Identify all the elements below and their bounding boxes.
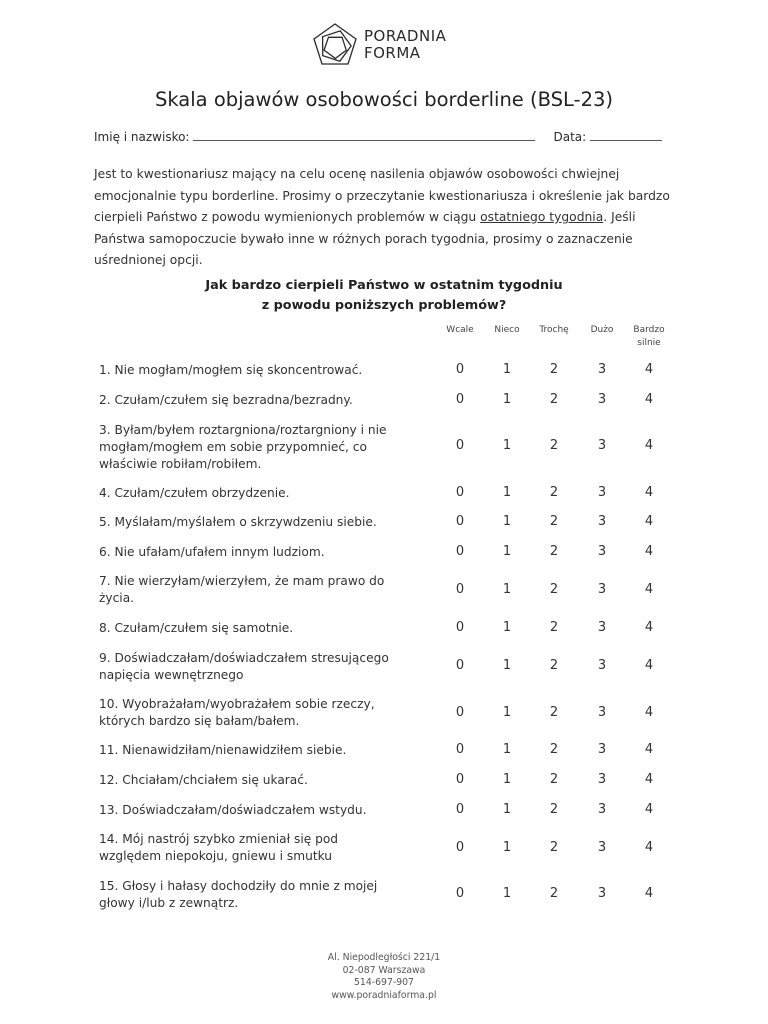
item-4-option-0[interactable]: 0	[455, 485, 465, 500]
item-11-option-3[interactable]: 3	[597, 742, 607, 757]
item-1-option-0[interactable]: 0	[455, 362, 465, 377]
item-9-option-0[interactable]: 0	[455, 658, 465, 673]
item-6-option-3[interactable]: 3	[597, 544, 607, 559]
date-label: Data:	[553, 130, 587, 144]
item-13-option-1[interactable]: 1	[502, 802, 512, 817]
item-text-9: 9. Doświadczałam/doświadczałem stresującego napięcia wewnętrznego	[99, 651, 389, 682]
scale-header-3: Dużo	[590, 325, 614, 335]
item-9-option-3[interactable]: 3	[597, 658, 607, 673]
item-14-option-2[interactable]: 2	[549, 840, 559, 855]
item-text-2: 2. Czułam/czułem się bezradna/bezradny.	[99, 393, 353, 407]
item-4-option-3[interactable]: 3	[597, 485, 607, 500]
scale-header-0: Wcale	[446, 325, 474, 335]
scale-header-4: Bardzo silnie	[633, 325, 665, 348]
item-text-3: 3. Byłam/byłem roztargniona/roztargniony i nie mogłam/mogłem em sobie przypomnieć, co właściwie robiłam/robiłem.	[99, 423, 387, 471]
item-15-option-1[interactable]: 1	[502, 886, 512, 901]
item-9-option-1[interactable]: 1	[502, 658, 512, 673]
item-text-15: 15. Głosy i hałasy dochodziły do mnie z mojej głowy i/lub z zewnątrz.	[99, 879, 378, 910]
item-7-option-2[interactable]: 2	[549, 582, 559, 597]
item-5-option-3[interactable]: 3	[597, 514, 607, 529]
item-1-option-4[interactable]: 4	[644, 362, 654, 377]
item-text-14: 14. Mój nastrój szybko zmieniał się pod względem niepokoju, gniewu i smutku	[99, 832, 339, 863]
item-5-option-4[interactable]: 4	[644, 514, 654, 529]
item-10-option-4[interactable]: 4	[644, 705, 654, 720]
item-4-option-1[interactable]: 1	[502, 485, 512, 500]
item-13-option-3[interactable]: 3	[597, 802, 607, 817]
item-text-10: 10. Wyobrażałam/wyobrażałem sobie rzeczy, których bardzo się bałam/bałem.	[99, 697, 375, 728]
item-10-option-0[interactable]: 0	[455, 705, 465, 720]
item-15-option-3[interactable]: 3	[597, 886, 607, 901]
item-11-option-4[interactable]: 4	[644, 742, 654, 757]
item-7-option-1[interactable]: 1	[502, 582, 512, 597]
question-line-2: z powodu poniższych problemów?	[261, 298, 507, 313]
item-6-option-4[interactable]: 4	[644, 544, 654, 559]
item-10-option-1[interactable]: 1	[502, 705, 512, 720]
item-8-option-2[interactable]: 2	[549, 620, 559, 635]
item-3-option-4[interactable]: 4	[644, 438, 654, 453]
pentagon-logo-icon	[312, 22, 358, 68]
item-text-4: 4. Czułam/czułem obrzydzenie.	[99, 486, 290, 500]
item-14-option-1[interactable]: 1	[502, 840, 512, 855]
scale-header-2: Trochę	[539, 325, 569, 335]
item-8-option-3[interactable]: 3	[597, 620, 607, 635]
page-title: Skala objawów osobowości borderline (BSL-23)	[154, 88, 613, 111]
brand-line-2: FORMA	[364, 44, 421, 62]
question-line-1: Jak bardzo cierpieli Państwo w ostatnim tygodniu	[205, 278, 563, 293]
item-12-option-0[interactable]: 0	[455, 772, 465, 787]
item-5-option-2[interactable]: 2	[549, 514, 559, 529]
item-13-option-2[interactable]: 2	[549, 802, 559, 817]
item-text-6: 6. Nie ufałam/ufałem innym ludziom.	[99, 545, 325, 559]
item-text-11: 11. Nienawidziłam/nienawidziłem siebie.	[99, 743, 347, 757]
item-text-1: 1. Nie mogłam/mogłem się skoncentrować.	[99, 363, 363, 377]
footer-city: 02-087 Warszawa	[342, 964, 426, 976]
item-9-option-4[interactable]: 4	[644, 658, 654, 673]
item-13-option-4[interactable]: 4	[644, 802, 654, 817]
item-7-option-4[interactable]: 4	[644, 582, 654, 597]
item-text-7: 7. Nie wierzyłam/wierzyłem, że mam prawo do życia.	[99, 574, 385, 605]
item-8-option-4[interactable]: 4	[644, 620, 654, 635]
item-3-option-0[interactable]: 0	[455, 438, 465, 453]
item-5-option-0[interactable]: 0	[455, 514, 465, 529]
item-6-option-0[interactable]: 0	[455, 544, 465, 559]
item-12-option-1[interactable]: 1	[502, 772, 512, 787]
item-2-option-1[interactable]: 1	[502, 392, 512, 407]
item-7-option-0[interactable]: 0	[455, 582, 465, 597]
item-6-option-2[interactable]: 2	[549, 544, 559, 559]
scale-header-1: Nieco	[494, 325, 520, 335]
footer-phone: 514-697-907	[354, 977, 414, 988]
item-2-option-0[interactable]: 0	[455, 392, 465, 407]
item-1-option-3[interactable]: 3	[597, 362, 607, 377]
item-12-option-3[interactable]: 3	[597, 772, 607, 787]
item-text-12: 12. Chciałam/chciałem się ukarać.	[99, 773, 308, 787]
intro-text-2: . Jeśli Państwa samopoczucie bywało inne w różnych porach tygodnia, prosimy o zaznaczenie uśrednionej opcji.	[94, 210, 636, 267]
item-4-option-2[interactable]: 2	[549, 485, 559, 500]
question-heading	[0, 276, 768, 316]
item-8-option-0[interactable]: 0	[455, 620, 465, 635]
intro-text-1: Jest to kwestionariusz mający na celu ocenę nasilenia objawów osobowości chwiejnej emocjonalnie typu borderline. Prosimy o przeczytanie kwestionariusza i określenie jak bardzo cierpieli Państwo z powodu wymienionych problemów w ciągu	[94, 167, 670, 224]
item-14-option-3[interactable]: 3	[597, 840, 607, 855]
footer	[0, 952, 768, 1002]
item-12-option-2[interactable]: 2	[549, 772, 559, 787]
item-11-option-0[interactable]: 0	[455, 742, 465, 757]
item-2-option-4[interactable]: 4	[644, 392, 654, 407]
item-11-option-2[interactable]: 2	[549, 742, 559, 757]
item-8-option-1[interactable]: 1	[502, 620, 512, 635]
item-5-option-1[interactable]: 1	[502, 514, 512, 529]
item-text-8: 8. Czułam/czułem się samotnie.	[99, 621, 294, 635]
item-10-option-3[interactable]: 3	[597, 705, 607, 720]
item-2-option-3[interactable]: 3	[597, 392, 607, 407]
item-15-option-0[interactable]: 0	[455, 886, 465, 901]
item-1-option-2[interactable]: 2	[549, 362, 559, 377]
item-4-option-4[interactable]: 4	[644, 485, 654, 500]
intro-underlined: ostatniego tygodnia	[480, 210, 604, 224]
brand-line-1: PORADNIA	[364, 27, 447, 45]
item-13-option-0[interactable]: 0	[455, 802, 465, 817]
intro-paragraph	[94, 164, 674, 272]
item-2-option-2[interactable]: 2	[549, 392, 559, 407]
item-text-13: 13. Doświadczałam/doświadczałem wstydu.	[99, 803, 367, 817]
date-field[interactable]	[590, 129, 662, 141]
item-3-option-3[interactable]: 3	[597, 438, 607, 453]
item-11-option-1[interactable]: 1	[502, 742, 512, 757]
footer-web: www.poradniaforma.pl	[331, 989, 437, 1001]
item-1-option-1[interactable]: 1	[502, 362, 512, 377]
item-7-option-3[interactable]: 3	[597, 582, 607, 597]
logo	[312, 22, 446, 68]
item-15-option-2[interactable]: 2	[549, 886, 559, 901]
name-field[interactable]	[193, 129, 535, 141]
item-text-5: 5. Myślałam/myślałem o skrzywdzeniu siebie.	[99, 515, 377, 529]
item-6-option-1[interactable]: 1	[502, 544, 512, 559]
item-3-option-2[interactable]: 2	[549, 438, 559, 453]
item-15-option-4[interactable]: 4	[644, 886, 654, 901]
item-10-option-2[interactable]: 2	[549, 705, 559, 720]
item-14-option-0[interactable]: 0	[455, 840, 465, 855]
name-date-row	[94, 129, 674, 144]
name-label: Imię i nazwisko:	[94, 130, 190, 144]
item-14-option-4[interactable]: 4	[644, 840, 654, 855]
item-3-option-1[interactable]: 1	[502, 438, 512, 453]
item-12-option-4[interactable]: 4	[644, 772, 654, 787]
item-9-option-2[interactable]: 2	[549, 658, 559, 673]
footer-address: Al. Niepodległości 221/1	[327, 952, 441, 963]
